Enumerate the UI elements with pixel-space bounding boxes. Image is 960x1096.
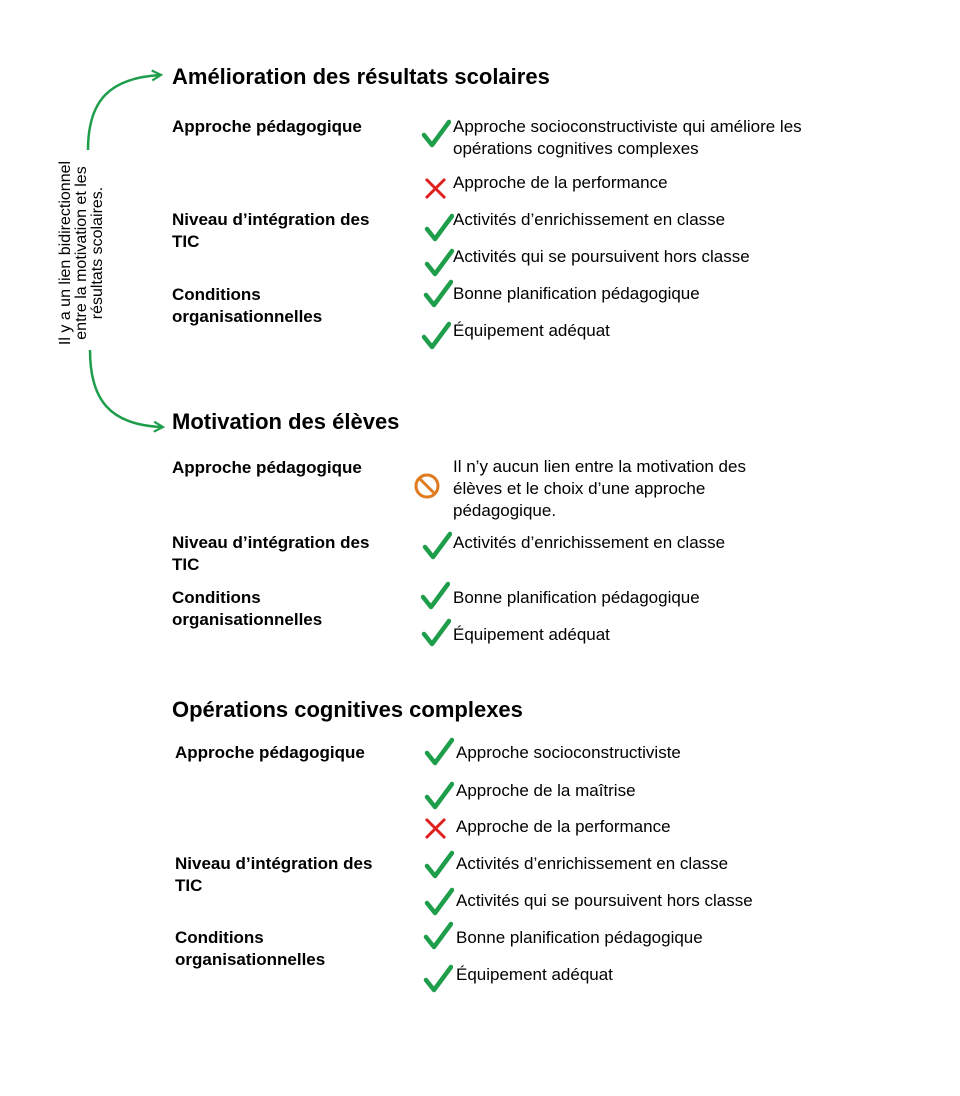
check-icon: [423, 963, 453, 993]
list-item: Approche de la performance: [453, 173, 668, 192]
section-title-motivation: Motivation des élèves: [172, 409, 400, 434]
category-conditions: Conditions organisationnelles: [175, 928, 326, 969]
check-icon: [424, 736, 454, 766]
list-item: Équipement adéquat: [456, 965, 613, 984]
check-icon: [424, 780, 454, 810]
list-item: Activités d’enrichissement en classe: [456, 854, 729, 873]
side-note-line-3: résultats scolaires.: [89, 186, 106, 320]
list-item: Approche de la maîtrise: [456, 781, 636, 800]
list-item: Approche de la performance: [456, 817, 671, 836]
list-item: Activités qui se poursuivent hors classe: [453, 247, 750, 266]
check-icon: [424, 849, 454, 879]
list-item: Activités d’enrichissement en classe: [453, 210, 726, 229]
list-item: Approche socioconstructiviste: [456, 743, 681, 762]
section-title-operations: Opérations cognitives complexes: [172, 697, 523, 722]
list-item: Il n’y aucun lien entre la motivation des élèves et le choix d’une approche pédagogique.: [453, 457, 746, 520]
check-icon: [421, 118, 451, 148]
check-icon: [423, 278, 453, 308]
list-item: Activités d’enrichissement en classe: [453, 533, 726, 552]
list-item: Bonne planification pédagogique: [453, 588, 700, 607]
check-icon: [421, 320, 451, 350]
category-approche-pedagogique: Approche pédagogique: [175, 743, 365, 762]
category-niveau-tic: Niveau d’intégration des TIC: [172, 533, 370, 574]
cross-icon: [421, 814, 451, 844]
list-item: Bonne planification pédagogique: [456, 928, 703, 947]
check-icon: [424, 212, 454, 242]
list-item: Activités qui se poursuivent hors classe: [456, 891, 753, 910]
list-item: Bonne planification pédagogique: [453, 284, 700, 303]
category-niveau-tic: Niveau d’intégration des TIC: [175, 854, 373, 895]
side-note-line-2: entre la motivation et les: [73, 166, 90, 340]
category-niveau-tic: Niveau d’intégration des TIC: [172, 210, 370, 251]
check-icon: [421, 617, 451, 647]
list-item: Équipement adéquat: [453, 625, 610, 644]
cross-icon: [421, 174, 451, 204]
check-icon: [420, 580, 450, 610]
category-approche-pedagogique: Approche pédagogique: [172, 117, 362, 136]
check-icon: [424, 247, 454, 277]
side-note-line-1: Il y a un lien bidirectionnel: [57, 160, 74, 346]
check-icon: [422, 530, 452, 560]
category-conditions: Conditions organisationnelles: [172, 285, 323, 326]
list-item: Approche socioconstructiviste qui améliore les opérations cognitives complexes: [453, 117, 802, 158]
category-approche-pedagogique: Approche pédagogique: [172, 458, 362, 477]
side-note: [58, 128, 106, 378]
check-icon: [423, 920, 453, 950]
prohibited-icon: [412, 471, 442, 501]
section-title-resultats: Amélioration des résultats scolaires: [172, 64, 550, 89]
category-conditions: Conditions organisationnelles: [172, 588, 323, 629]
check-icon: [424, 886, 454, 916]
list-item: Équipement adéquat: [453, 321, 610, 340]
